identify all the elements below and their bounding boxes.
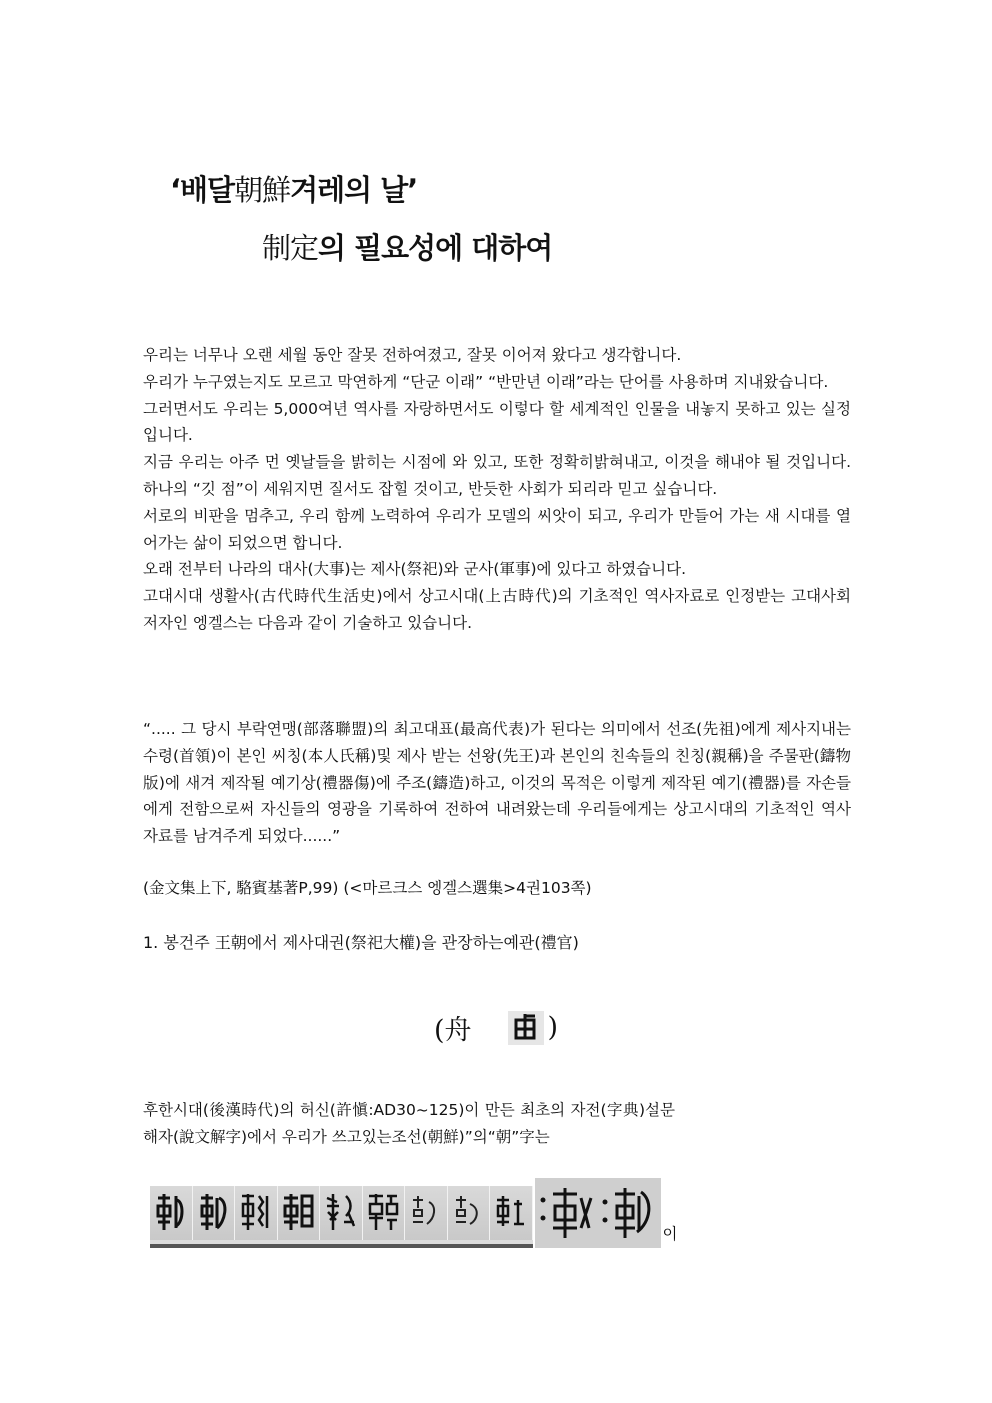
title-open-quote: ‘ (170, 173, 181, 207)
glyph-close: ) (547, 1012, 559, 1043)
variant-glyph-icon (490, 1186, 533, 1240)
variant-glyph-icon (363, 1186, 406, 1240)
variants-suffix: 이 (662, 1225, 678, 1243)
section-1-heading: 1. 봉건주 王朝에서 제사대권(祭祀大權)을 관장하는예관(禮官) (143, 933, 579, 952)
shuowen-paragraph: 후한시대(後漢時代)의 허신(許愼:AD30~125)이 만든 최초의 자전(字典)설문해자(說文解字)에서 우리가 쓰고있는조선(朝鮮)”의“朝”字는 (143, 1101, 675, 1146)
variant-glyph-icon (150, 1186, 193, 1240)
intro-paragraphs (143, 342, 851, 637)
title-line-2 (262, 226, 552, 267)
quote-source: (金文集上下, 駱賓基著P,99) (<마르크스 엥겔스選集>4권103쪽) (143, 879, 592, 897)
title-baedal: 배달 (180, 173, 235, 207)
variant-glyph-icon (235, 1186, 278, 1240)
title-jejeong-hanja: 制定 (262, 231, 319, 265)
paragraph: 고대시대 생활사(古代時代生活史)에서 상고시대(上古時代)의 기초적인 역사자료로 인정받는 고대사회 저자인 엥겔스는 다음과 같이 기술하고 있습니다. (143, 587, 851, 632)
variant-glyph-icon (320, 1186, 363, 1240)
paragraph: 서로의 비판을 멈추고, 우리 함께 노력하여 우리가 모델의 씨앗이 되고, 우리가 만들어 가는 새 시대를 열어가는 삶이 되었으면 합니다. (143, 506, 851, 552)
seal-inscription-glyph-icon (535, 1178, 661, 1248)
paragraph: 지금 우리는 아주 먼 옛날들을 밝히는 시점에 와 있고, 또한 정확히밝혀내고, 이것을 해내야 될 것입니다. 하나의 “깃 점”이 세워지면 질서도 잡힐 것이고, 반듯한 사회가 되리라 믿고 싶습니다. (143, 453, 851, 498)
title-joseon-hanja: 朝鮮 (234, 173, 291, 207)
character-variants (150, 1178, 677, 1248)
paragraph: 우리는 너무나 오랜 세월 동안 잘못 전하여졌고, 잘못 이어져 왔다고 생각합니다. (143, 346, 682, 364)
ancient-character-glyph-icon (508, 1011, 544, 1045)
engels-quote: “..... 그 당시 부락연맹(部落聯盟)의 최고대표(最高代表)가 된다는 의미에서 선조(先祖)에게 제사지내는 수령(首領)이 본인 씨칭(本人氏稱)및 제사 받는 선왕(先王)과 본인의 친속들의 친칭(親稱)을 주물판(鑄物版)에 새겨 제작될 예기상(禮器傷)에 주조(鑄造)하고, 이것의 목적은 이렇게 제작된 예기(禮器)를 자손들에게 전함으로써 자신들의 영광을 기록하여 전하여 내려왔는데 우리들에게는 상고시대의 기초적인 역사자료를 남겨주게 되었다......” (143, 720, 851, 846)
glyph-line (434, 1008, 558, 1047)
paragraph: 우리가 누구였는지도 모르고 막연하게 “단군 이래” “반만년 이래”라는 단어를 사용하며 지내왔습니다. (143, 372, 829, 391)
variant-strip (150, 1186, 533, 1248)
paragraph: 오래 전부터 나라의 대사(大事)는 제사(祭祀)와 군사(軍事)에 있다고 하였습니다. (143, 560, 687, 579)
title-line-1 (170, 168, 417, 209)
variant-glyph-icon (448, 1186, 491, 1240)
title-gyeore: 겨레의 날’ (290, 173, 418, 207)
title-necessity: 의 필요성에 대하여 (318, 231, 553, 265)
glyph-open: (舟 (434, 1015, 472, 1046)
variant-glyph-icon (278, 1186, 321, 1240)
variant-glyph-icon (193, 1186, 236, 1240)
paragraph: 그러면서도 우리는 5,000여년 역사를 자랑하면서도 이렇다 할 세계적인 인물을 내놓지 못하고 있는 실정입니다. (143, 399, 851, 445)
variant-glyph-icon (405, 1186, 448, 1240)
